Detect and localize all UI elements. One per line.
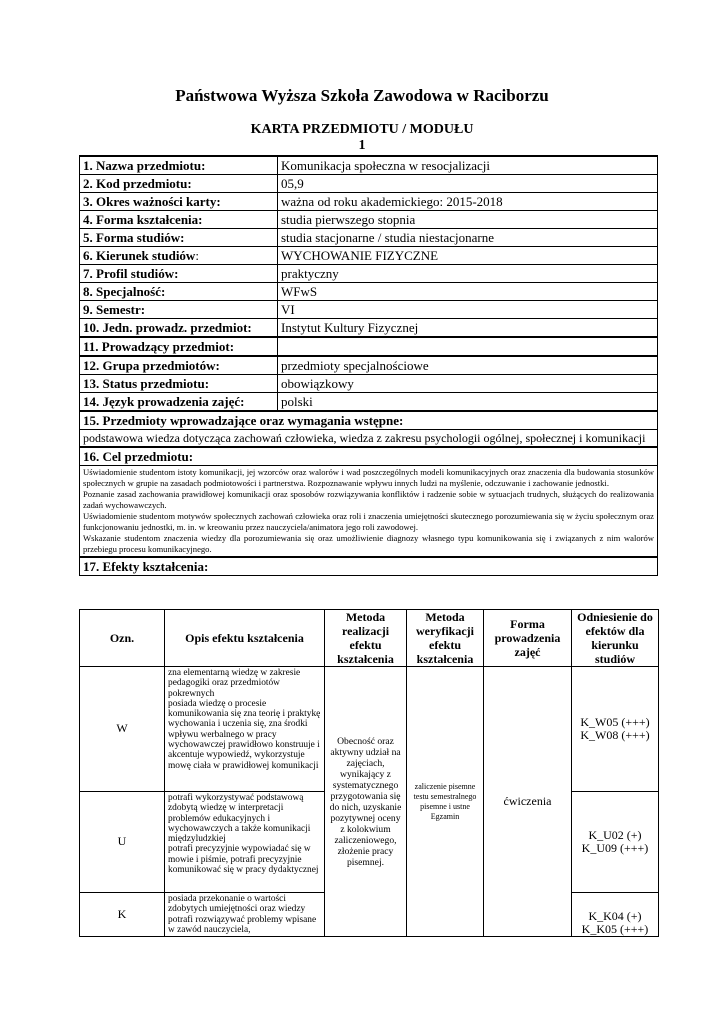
info-row	[80, 156, 658, 175]
info-value: obowiązkowy	[278, 375, 658, 393]
info-value	[278, 337, 658, 356]
info-row	[80, 356, 658, 375]
info-value: polski	[278, 393, 658, 412]
info-label: 10. Jedn. prowadz. przedmiot:	[80, 319, 278, 338]
info-label: 7. Profil studiów:	[80, 265, 278, 283]
course-info-table	[79, 155, 658, 576]
info-label: 13. Status przedmiotu:	[80, 375, 278, 393]
outcomes-header-row	[80, 610, 659, 667]
info-label: 4. Forma kształcenia:	[80, 211, 278, 229]
goal-paragraph: Poznanie zasad zachowania prawidłowej komunikacji oraz sposobów rozwiązywania konfliktów i radzenie sobie w sytuacjach trudnych, służących do realizowania zadań wychowawczych.	[83, 489, 654, 510]
col-odniesienie: Odniesienie do efektów dla kierunku studiów	[572, 610, 659, 667]
info-row	[80, 175, 658, 193]
outcome-description: posiada przekonanie o wartości zdobytych umiejętności oraz wiedzy potrafi rozwiązywać problemy wpisane w zawód nauczyciela,	[165, 893, 325, 937]
outcome-reference: K_W05 (+++) K_W08 (+++)	[572, 667, 659, 792]
info-value: 05,9	[278, 175, 658, 193]
section17-title: 17. Efekty kształcenia:	[80, 557, 658, 576]
info-value: ważna od roku akademickiego: 2015-2018	[278, 193, 658, 211]
info-row	[80, 301, 658, 319]
learning-outcomes-table	[79, 609, 659, 937]
col-metoda-weryfikacji: Metoda weryfikacji efektu kształcenia	[407, 610, 484, 667]
info-value: studia stacjonarne / studia niestacjonarne	[278, 229, 658, 247]
info-row	[80, 375, 658, 393]
info-value: WFwS	[278, 283, 658, 301]
info-value: VI	[278, 301, 658, 319]
card-title-text: KARTA PRZEDMIOTU / MODUŁU	[250, 122, 474, 137]
info-row	[80, 211, 658, 229]
outcome-description: zna elementarną wiedzę w zakresie pedagogiki oraz przedmiotów pokrewnych posiada wiedzę o procesie komunikowania się zna teorię i praktykę wychowania i uczenia się, zna środki wpływu werbalnego w pracy wychowawczej prawidłowo konstruuje i akcentuje wypowiedź, wykorzystuje mowę ciała w prawidłowej komunikacji	[165, 667, 325, 792]
section15-title: 15. Przedmioty wprowadzające oraz wymagania wstępne:	[80, 411, 658, 430]
info-row	[80, 247, 658, 265]
section15-header-row	[80, 411, 658, 430]
outcome-reference: K_K04 (+) K_K05 (+++)	[572, 893, 659, 937]
info-label: 1. Nazwa przedmiotu:	[80, 156, 278, 175]
verification-method: zaliczenie pisemne testu semestralnego pisemne i ustne Egzamin	[407, 667, 484, 937]
info-label: 8. Specjalność:	[80, 283, 278, 301]
info-value: Komunikacja społeczna w resocjalizacji	[278, 156, 658, 175]
info-label: 11. Prowadzący przedmiot:	[80, 337, 278, 356]
info-row	[80, 337, 658, 356]
info-row	[80, 283, 658, 301]
info-label: 2. Kod przedmiotu:	[80, 175, 278, 193]
info-label	[80, 247, 278, 265]
goal-paragraph: Wskazanie studentom znaczenia wiedzy dla porozumiewania się oraz umożliwienie diagnozy własnego typu komunikowania się i związanych z nim walorów przebiegu procesu komunikacyjnego.	[83, 533, 654, 554]
goal-paragraph: Uświadomienie studentom istoty komunikacji, jej wzorców oraz walorów i wad poszczególnych modeli komunikacyjnych oraz znaczenia dla budowania stosunków społecznych w grupie na zasadach podmiotowości i partnerstwa. Rozpoznawanie wpływu innych ludzi na myślenie, odczuwanie i zachowanie jednostki.	[83, 467, 654, 488]
info-row	[80, 229, 658, 247]
info-row	[80, 193, 658, 211]
info-label-text: 6. Kierunek studiów	[83, 247, 196, 263]
info-label-colon: :	[195, 247, 199, 263]
section15-text-row	[80, 430, 658, 448]
info-row	[80, 393, 658, 412]
realization-method: Obecność oraz aktywny udział na zajęciach, wynikający z systematycznego przygotowania się do nich, uzyskanie pozytywnej oceny z kolokwium zaliczeniowego, złożenie pracy pisemnej.	[325, 667, 407, 937]
section17-header-row	[80, 557, 658, 576]
section16-header-row	[80, 447, 658, 466]
info-value: Instytut Kultury Fizycznej	[278, 319, 658, 338]
outcome-code: U	[80, 792, 165, 893]
outcome-description: potrafi wykorzystywać podstawową zdobytą wiedzę w interpretacji problemów edukacyjnych i wychowawczych a także komunikacji międzyludzkiej potrafi precyzyjnie wypowiadać się w mowie i piśmie, potrafi precyzyjnie komunikować się w pracy dydaktycznej	[165, 792, 325, 893]
outcome-row	[80, 667, 659, 792]
card-title	[0, 122, 724, 154]
info-label: 12. Grupa przedmiotów:	[80, 356, 278, 375]
col-ozn: Ozn.	[80, 610, 165, 667]
col-opis: Opis efektu kształcenia	[165, 610, 325, 667]
goal-paragraph: Uświadomienie studentom motywów społecznych zachowań człowieka oraz roli i znaczenia umiejętności skutecznego porozumiewania się w życiu społecznym oraz funkcjonowaniu jednostki, m. in. w kreowaniu przez nauczyciela/animatora jego roli zawodowej.	[83, 511, 654, 532]
info-row	[80, 265, 658, 283]
info-label: 5. Forma studiów:	[80, 229, 278, 247]
section16-text-row	[80, 466, 658, 558]
col-forma: Forma prowadzenia zajęć	[484, 610, 572, 667]
section15-text: podstawowa wiedza dotycząca zachowań człowieka, wiedza z zakresu psychologii ogólnej, społecznej i komunikacji	[80, 430, 658, 448]
info-value: WYCHOWANIE FIZYCZNE	[278, 247, 658, 265]
info-value: studia pierwszego stopnia	[278, 211, 658, 229]
section16-title: 16. Cel przedmiotu:	[80, 447, 658, 466]
info-label: 9. Semestr:	[80, 301, 278, 319]
class-form: ćwiczenia	[484, 667, 572, 937]
outcome-code: W	[80, 667, 165, 792]
outcome-reference: K_U02 (+) K_U09 (+++)	[572, 792, 659, 893]
info-label: 14. Język prowadzenia zajęć:	[80, 393, 278, 412]
outcome-code: K	[80, 893, 165, 937]
info-row	[80, 319, 658, 338]
card-number: 1	[358, 138, 366, 153]
col-metoda-realizacji: Metoda realizacji efektu kształcenia	[325, 610, 407, 667]
info-label: 3. Okres ważności karty:	[80, 193, 278, 211]
section16-text	[80, 466, 658, 558]
school-name: Państwowa Wyższa Szkoła Zawodowa w Raciborzu	[175, 86, 549, 105]
info-value: praktyczny	[278, 265, 658, 283]
info-value: przedmioty specjalnościowe	[278, 356, 658, 375]
